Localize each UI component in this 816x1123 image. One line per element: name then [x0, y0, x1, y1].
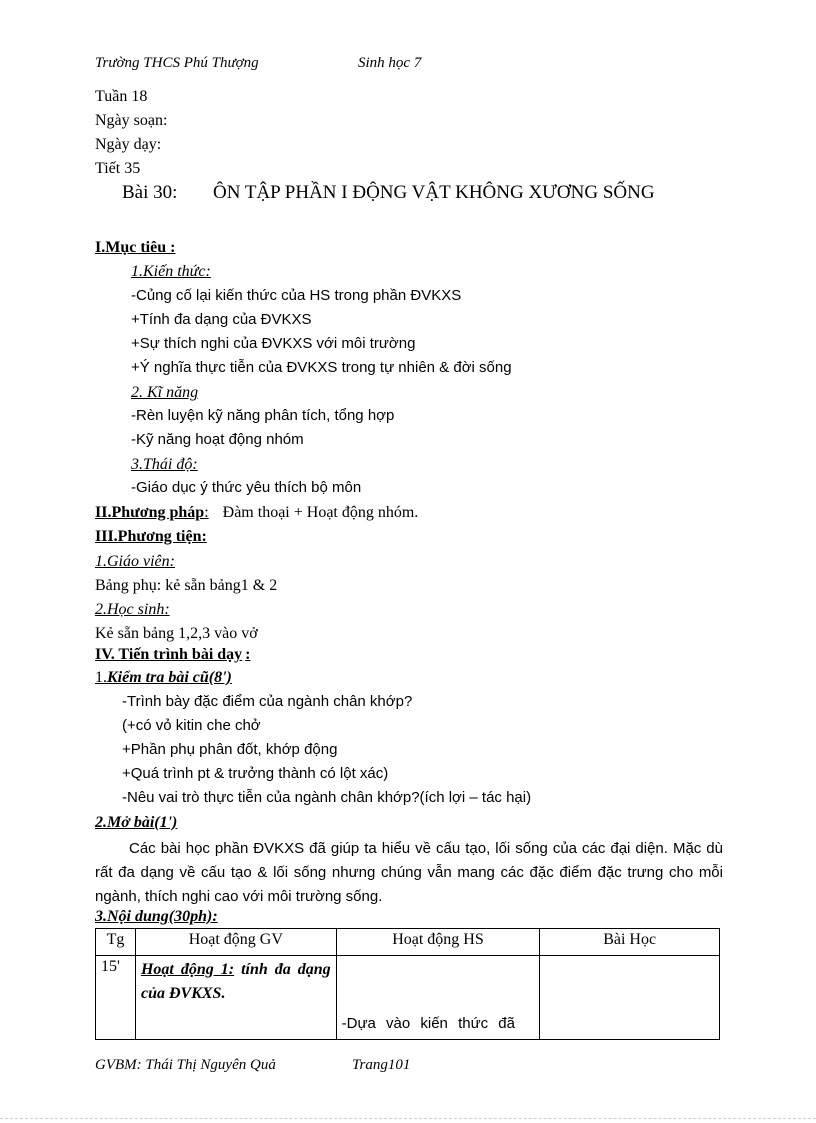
attitude-heading: 3.Thái độ: [131, 456, 198, 473]
content-heading: 3.Nội dung(30ph): [95, 908, 218, 925]
knowledge-heading: 1.Kiến thức: [131, 263, 211, 280]
teacher-heading: 1.Giáo viên: [95, 553, 175, 570]
row-hs-text: -Dựa vào kiến thức đã [341, 1015, 515, 1032]
meta-teach-date: Ngày dạy: [95, 136, 162, 153]
footer-teacher: GVBM: Thái Thị Nguyên Quả [95, 1057, 276, 1073]
meta-week: Tuần 18 [95, 88, 148, 105]
old-lesson-item: -Trình bày đặc điểm của ngành chân khớp? [122, 693, 413, 710]
method-text: Đàm thoại + Hoạt động nhóm. [222, 504, 419, 521]
intro-paragraph: Các bài học phần ĐVKXS đã giúp ta hiểu về cấu tạo, lối sống của các đại diện. Mặc dù rất đa dạng về cấu tạo & lối sống nhưng chúng vẫn mang các đặc điểm đặc trưng cho mỗi ngành, thích nghi cao với môi trường sống. [95, 840, 723, 905]
means-line [95, 527, 207, 546]
lesson-number: Bài 30: [122, 182, 178, 203]
process-line [95, 645, 251, 664]
knowledge-item: +Ý nghĩa thực tiễn của ĐVKXS trong tự nhiên & đời sống [131, 359, 512, 376]
means-heading: III.Phương tiện [95, 528, 202, 545]
knowledge-item: +Sự thích nghi của ĐVKXS với môi trường [131, 335, 416, 352]
old-lesson-line [95, 668, 232, 687]
intro-heading: 2.Mở bài(1') [95, 814, 178, 831]
old-lesson-num: 1. [95, 669, 107, 686]
method-colon: : [204, 504, 209, 521]
attitude-item: -Giáo dục ý thức yêu thích bộ môn [131, 479, 362, 496]
knowledge-item: +Tính đa dạng của ĐVKXS [131, 311, 312, 328]
method-heading: II.Phương pháp [95, 504, 205, 521]
old-lesson-item: -Nêu vai trò thực tiễn của ngành chân khớp?(ích lợi – tác hại) [122, 789, 532, 806]
row-hs-cell [336, 956, 540, 1040]
objectives-heading: I.Mục tiêu : [95, 239, 176, 256]
meta-prep-date: Ngày soạn: [95, 112, 168, 129]
footer-page: Trang101 [352, 1057, 411, 1073]
means-colon: : [201, 528, 207, 545]
content-table [95, 928, 720, 1040]
old-lesson-heading: Kiểm tra bài cũ(8') [107, 669, 232, 686]
table-header-cell: Hoạt động GV [135, 929, 336, 956]
row-gv-title: Hoạt động 1: [140, 961, 235, 978]
lesson-title: ÔN TẬP PHẦN I ĐỘNG VẬT KHÔNG XƯƠNG SỐNG [213, 182, 655, 203]
row-time: 15' [96, 956, 136, 1040]
old-lesson-item: +Quá trình pt & trưởng thành có lột xác) [122, 765, 389, 782]
skills-item: -Rèn luyện kỹ năng phân tích, tổng hợp [131, 407, 395, 424]
old-lesson-item: +Phần phụ phân đốt, khớp động [122, 741, 338, 758]
knowledge-item: -Củng cố lại kiến thức của HS trong phần ĐVKXS [131, 287, 462, 304]
skills-item: -Kỹ năng hoạt động nhóm [131, 431, 304, 448]
table-header-cell: Bài Học [540, 929, 720, 956]
teacher-text: Bảng phụ: kẻ sẵn bảng1 & 2 [95, 577, 278, 594]
table-header-cell: Tg [96, 929, 136, 956]
header-school: Trường THCS Phú Thượng [95, 55, 259, 71]
student-heading: 2.Học sinh: [95, 601, 170, 618]
table-header-cell: Hoạt động HS [336, 929, 540, 956]
row-lesson-cell [540, 956, 720, 1040]
student-text: Kẻ sẵn bảng 1,2,3 vào vở [95, 625, 258, 642]
process-heading: IV. Tiến trình bài dạy [95, 646, 243, 663]
meta-period: Tiết 35 [95, 160, 141, 177]
table-header-row [96, 929, 720, 956]
process-colon: : [245, 646, 251, 663]
header-subject: Sinh học 7 [358, 55, 422, 71]
page-break-line [0, 1118, 816, 1119]
method-line [95, 503, 418, 522]
row-gv-cell [135, 956, 336, 1040]
table-row [96, 956, 720, 1040]
old-lesson-item: (+có vỏ kitin che chở [122, 717, 261, 734]
skills-heading: 2. Kĩ năng [131, 384, 199, 401]
row-gv-text: tính đa dạng của ĐVKXS. [140, 961, 331, 1002]
